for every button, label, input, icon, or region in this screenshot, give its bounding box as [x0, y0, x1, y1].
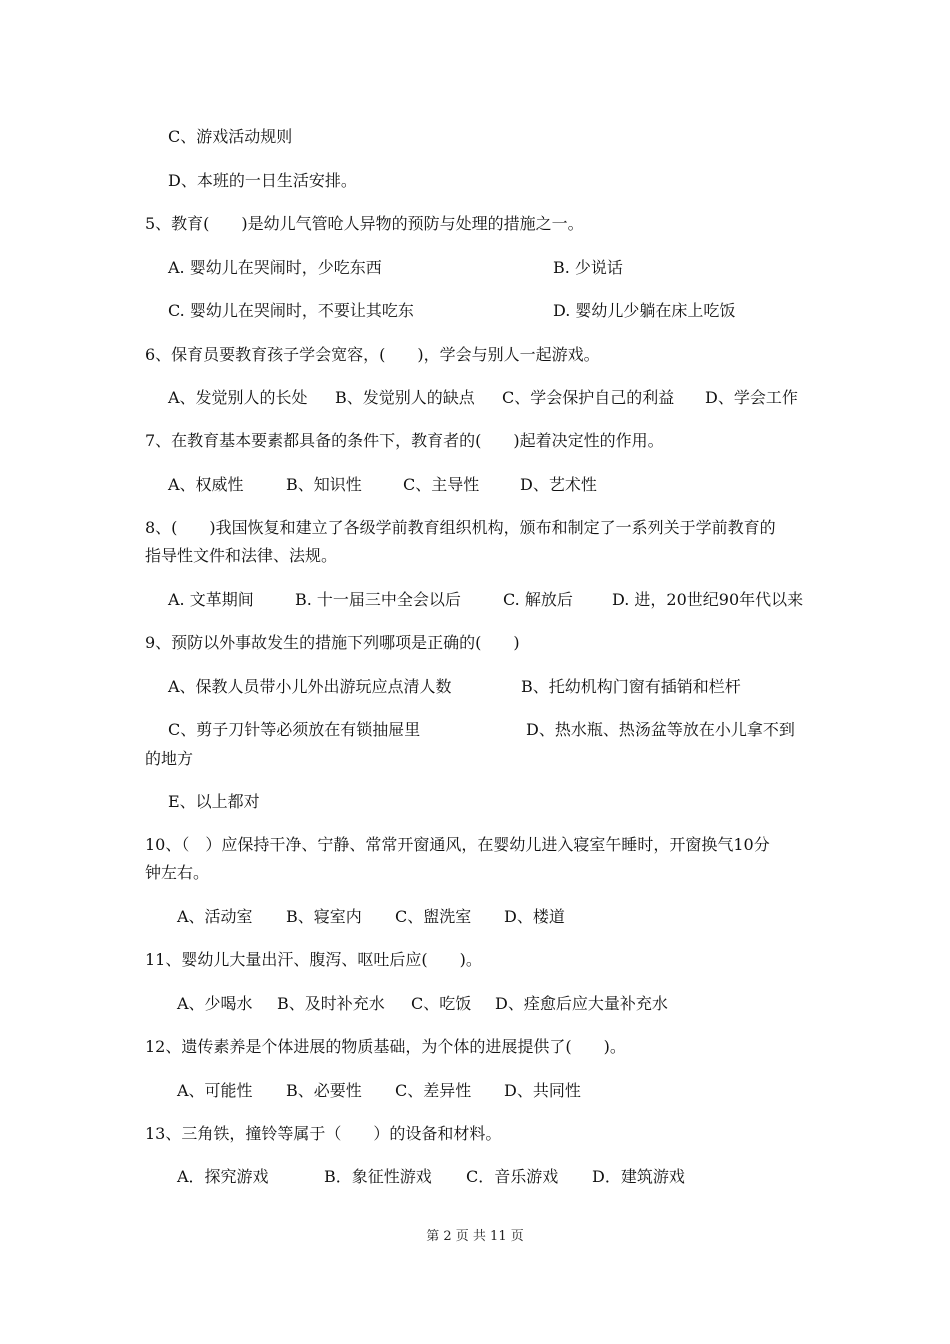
q10-option-b: B、寝室内: [286, 907, 362, 926]
q9-option-e: E、以上都对: [168, 792, 260, 811]
q10-option-a: A、活动室: [177, 907, 253, 926]
q13-option-a: A．探究游戏: [177, 1167, 269, 1186]
q6-stem: 6、保育员要教育孩子学会宽容，( )，学会与别人一起游戏。: [145, 345, 600, 364]
q12-option-a: A、可能性: [177, 1081, 253, 1100]
q8-option-a: A. 文革期间: [168, 590, 254, 609]
q6-option-c: C、学会保护自己的利益: [502, 388, 675, 407]
q13-option-b: B．象征性游戏: [324, 1167, 432, 1186]
q4-option-d: D、本班的一日生活安排。: [168, 171, 357, 190]
q7-option-c: C、主导性: [403, 475, 480, 494]
q13-option-c: C．音乐游戏: [466, 1167, 559, 1186]
q9-option-d: D、热水瓶、热汤盆等放在小儿拿不到: [526, 720, 795, 739]
q10-option-d: D、楼道: [504, 907, 565, 926]
q9-option-b: B、托幼机构门窗有插销和栏杆: [521, 677, 741, 696]
q8-stem-line-1: 8、( )我国恢复和建立了各级学前教育组织机构，颁布和制定了一系列关于学前教育的: [145, 518, 776, 537]
q7-stem: 7、在教育基本要素都具备的条件下，教育者的( )起着决定性的作用。: [145, 431, 664, 450]
q5-option-a: A. 婴幼儿在哭闹时，少吃东西: [168, 258, 382, 277]
q13-option-d: D．建筑游戏: [592, 1167, 685, 1186]
q8-stem-line-2: 指导性文件和法律、法规。: [145, 546, 338, 565]
q7-option-a: A、权威性: [168, 475, 244, 494]
q11-option-a: A、少喝水: [177, 994, 253, 1013]
q11-option-d: D、痊愈后应大量补充水: [495, 994, 668, 1013]
q8-option-c: C. 解放后: [503, 590, 573, 609]
q10-option-c: C、盥洗室: [395, 907, 472, 926]
q13-stem: 13、三角铁，撞铃等属于（ ）的设备和材料。: [145, 1124, 502, 1143]
q11-option-b: B、及时补充水: [277, 994, 385, 1013]
q12-option-b: B、必要性: [286, 1081, 362, 1100]
q9-stem: 9、预防以外事故发生的措施下列哪项是正确的( ): [145, 633, 520, 652]
q5-stem: 5、教育( )是幼儿气管呛人异物的预防与处理的措施之一。: [145, 214, 584, 233]
q6-option-d: D、学会工作: [705, 388, 798, 407]
q12-option-d: D、共同性: [504, 1081, 581, 1100]
q4-option-c: C、游戏活动规则: [168, 127, 293, 146]
q7-option-d: D、艺术性: [520, 475, 597, 494]
q9-option-d-continued: 的地方: [145, 749, 194, 768]
q8-option-b: B. 十一届三中全会以后: [295, 590, 461, 609]
q5-option-d: D. 婴幼儿少躺在床上吃饭: [553, 301, 736, 320]
q5-option-c: C. 婴幼儿在哭闹时，不要让其吃东: [168, 301, 414, 320]
q8-option-d: D. 进，20世纪90年代以来: [612, 590, 804, 609]
q11-stem: 11、婴幼儿大量出汗、腹泻、呕吐后应( )。: [145, 950, 482, 969]
q11-option-c: C、吃饭: [411, 994, 472, 1013]
q9-option-a: A、保教人员带小儿外出游玩应点清人数: [168, 677, 452, 696]
page-number-footer: 第 2 页 共 11 页: [426, 1229, 524, 1244]
q10-stem-line-1: 10、（ ）应保持干净、宁静、常常开窗通风，在婴幼儿进入寝室午睡时，开窗换气10分: [145, 835, 770, 854]
q12-option-c: C、差异性: [395, 1081, 472, 1100]
q6-option-a: A、发觉别人的长处: [168, 388, 308, 407]
q12-stem: 12、遗传素养是个体进展的物质基础，为个体的进展提供了( )。: [145, 1037, 626, 1056]
q5-option-b: B. 少说话: [553, 258, 623, 277]
q10-stem-line-2: 钟左右。: [145, 863, 210, 882]
q7-option-b: B、知识性: [286, 475, 362, 494]
q6-option-b: B、发觉别人的缺点: [335, 388, 475, 407]
q9-option-c: C、剪子刀针等必须放在有锁抽屉里: [168, 720, 421, 739]
